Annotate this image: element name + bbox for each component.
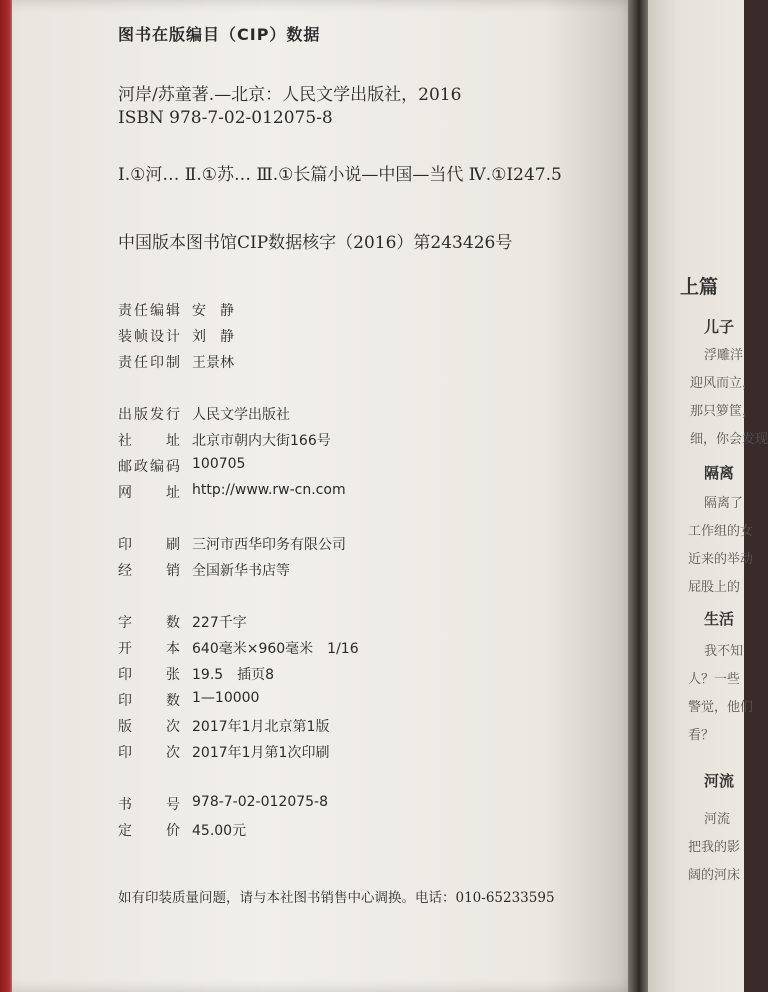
spec-label: 版 次	[118, 719, 180, 735]
body-fragment: 细，你会发现	[690, 432, 768, 447]
body-fragment: 河流	[704, 812, 731, 827]
price-label: 定 价	[118, 823, 180, 839]
book-gutter	[628, 0, 650, 992]
cip-title-line: 河岸/苏童著.—北京：人民文学出版社，2016	[118, 85, 462, 105]
cip-record-number: 中国版本图书馆CIP数据核字（2016）第243426号	[118, 233, 513, 253]
publisher-label: 网 址	[118, 485, 180, 501]
printing-value: 全国新华书店等	[192, 563, 290, 579]
price-value: 45.00元	[192, 823, 247, 839]
body-fragment: 迎风而立，	[690, 376, 756, 391]
publisher-value: 人民文学出版社	[192, 407, 290, 423]
printing-label: 印 刷	[118, 537, 180, 553]
publisher-website: http://www.rw-cn.com	[192, 482, 346, 498]
publisher-value: 100705	[192, 456, 246, 472]
credit-value: 刘 静	[192, 329, 234, 345]
body-fragment: 阔的河床	[688, 868, 741, 883]
section-heading: 生活	[704, 610, 735, 628]
body-fragment: 把我的影	[688, 840, 741, 855]
printing-label: 经 销	[118, 563, 180, 579]
publisher-label: 出版发行	[118, 407, 180, 423]
spec-value: 640毫米×960毫米 1/16	[192, 641, 359, 657]
credit-value: 安 静	[192, 303, 234, 319]
spec-label: 开 本	[118, 641, 180, 657]
publisher-label: 社 址	[118, 433, 180, 449]
cip-isbn-line: ISBN 978-7-02-012075-8	[118, 108, 333, 128]
spec-label: 印 张	[118, 667, 180, 683]
section-heading: 儿子	[704, 318, 735, 336]
cip-content	[118, 0, 628, 992]
body-fragment: 看？	[688, 728, 715, 743]
body-fragment: 警觉，他们	[688, 700, 754, 715]
body-fragment: 我不知	[704, 644, 744, 659]
part-title: 上篇	[680, 276, 719, 298]
footer-notice: 如有印装质量问题，请与本社图书销售中心调换。电话：010-65233595	[118, 890, 555, 906]
body-fragment: 人？一些	[688, 672, 741, 687]
spec-label: 字 数	[118, 615, 180, 631]
body-fragment: 工作组的女	[688, 524, 754, 539]
section-heading: 河流	[704, 772, 735, 790]
isbn-value: 978-7-02-012075-8	[192, 794, 329, 810]
body-fragment: 浮雕洋	[704, 348, 744, 363]
body-fragment: 屁股上的	[688, 580, 741, 595]
spec-value: 2017年1月北京第1版	[192, 719, 330, 735]
spec-value: 19.5 插页8	[192, 667, 275, 683]
credit-label: 责任印制	[118, 355, 180, 371]
cip-heading: 图书在版编目（CIP）数据	[118, 25, 321, 44]
body-fragment: 近来的举动	[688, 552, 754, 567]
spec-label: 印 次	[118, 745, 180, 761]
price-label: 书 号	[118, 797, 180, 813]
credit-label: 装帧设计	[118, 329, 180, 345]
publisher-label: 邮政编码	[118, 459, 180, 475]
spec-value: 1—10000	[192, 690, 260, 706]
facing-page	[648, 0, 768, 992]
credit-value: 王景林	[192, 355, 234, 371]
body-fragment: 隔离了	[704, 496, 744, 511]
publisher-value: 北京市朝内大街166号	[192, 433, 331, 449]
printing-value: 三河市西华印务有限公司	[192, 537, 346, 553]
section-heading: 隔离	[704, 464, 735, 482]
cip-classification-line: Ⅰ.①河… Ⅱ.①苏… Ⅲ.①长篇小说—中国—当代 Ⅳ.①I247.5	[118, 165, 562, 185]
spec-value: 2017年1月第1次印刷	[192, 745, 330, 761]
body-fragment: 那只箩筐，	[690, 404, 756, 419]
spec-label: 印 数	[118, 693, 180, 709]
spec-value: 227千字	[192, 615, 247, 631]
credit-label: 责任编辑	[118, 303, 180, 319]
